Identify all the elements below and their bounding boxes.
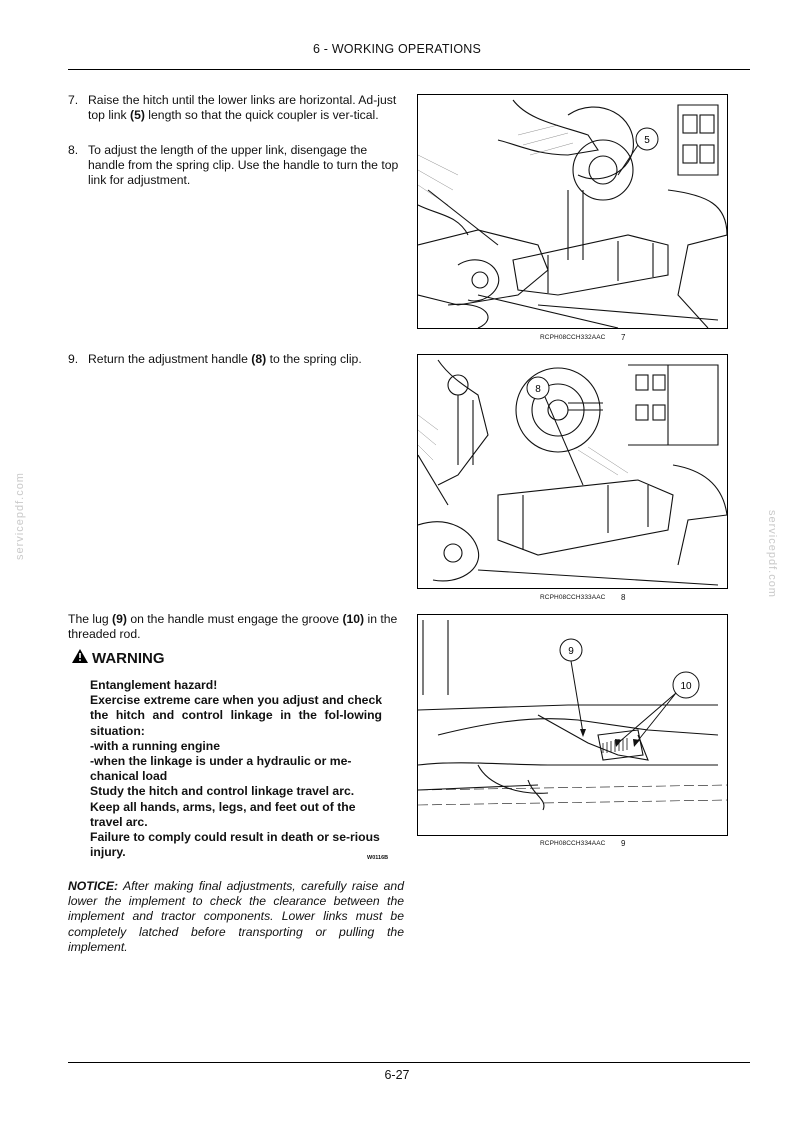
figure-7-drawing (418, 95, 727, 328)
figure-7-number: 7 (621, 333, 626, 342)
warning-title: WARNING (92, 649, 165, 667)
callout-9-label: 9 (568, 646, 574, 657)
text-part: The lug (68, 612, 113, 626)
callout-ref-10: (10) (342, 612, 365, 626)
callout-8-label: 8 (535, 384, 541, 395)
step-text-part: length so that the quick coupler is ver-tical. (144, 108, 379, 122)
figure-8-drawing (418, 355, 727, 588)
step-text: To adjust the length of the upper link, disengage the handle from the spring clip. Use the handle to turn the top link for adjustment. (88, 143, 399, 187)
figure-9-drawing (418, 615, 727, 835)
callout-ref-8: (8) (251, 352, 267, 366)
header-rule (68, 69, 750, 70)
notice-label: NOTICE: (68, 879, 119, 893)
step-7 (68, 93, 402, 123)
warning-heading (72, 649, 165, 667)
warning-line: Failure to comply could result in death or se-rious injury. (90, 830, 380, 860)
callout-5-label: 5 (644, 135, 650, 146)
notice-paragraph (68, 879, 404, 955)
footer-rule (68, 1062, 750, 1063)
figure-9-illustration (417, 614, 728, 836)
step-text (88, 93, 402, 123)
step-text (88, 352, 402, 367)
callout-ref-9: (9) (112, 612, 127, 626)
figure-7-illustration (417, 94, 728, 329)
step-number: 8. (68, 143, 79, 157)
step-number: 9. (68, 352, 79, 366)
warning-line: Exercise extreme care when you adjust and check the hitch and control linkage in the fol-lowing situation: (90, 693, 382, 738)
figure-8-number: 8 (621, 593, 626, 602)
figure-8-illustration (417, 354, 728, 589)
step-text-part: to the spring clip. (266, 352, 362, 366)
page-number: 6-27 (384, 1068, 410, 1082)
warning-code: W0116B (367, 855, 389, 861)
warning-body (90, 678, 382, 860)
figure-9-code: RCPH08CCH334AAC (540, 840, 606, 847)
callout-10-label: 10 (680, 681, 692, 692)
step-text-part: Return the adjustment handle (88, 352, 252, 366)
lug-instruction (68, 612, 404, 642)
watermark-left: servicepdf.com (14, 472, 26, 560)
step-9 (68, 352, 402, 367)
step-8 (68, 143, 402, 188)
step-text-part: Raise the hitch until the lower links are horizontal. Ad-just top link (88, 93, 397, 122)
warning-line: Entanglement hazard! (90, 678, 218, 692)
warning-triangle-icon (72, 649, 88, 667)
notice-text: After making final adjustments, carefully raise and lower the implement to check the clearance between the implement and tractor components. Lower links must be completely latched before transporting or pulling the implement. (68, 879, 404, 954)
figure-7-code: RCPH08CCH332AAC (540, 334, 606, 341)
figure-8-code: RCPH08CCH333AAC (540, 594, 606, 601)
text-part: on the handle must engage the groove (126, 612, 343, 626)
figure-9-number: 9 (621, 839, 626, 848)
warning-line: -when the linkage is under a hydraulic or me-chanical load (90, 754, 352, 784)
warning-line: -with a running engine (90, 738, 220, 753)
page-header-title: 6 - WORKING OPERATIONS (312, 42, 482, 56)
step-number: 7. (68, 93, 79, 107)
watermark-right: servicepdf.com (766, 510, 778, 598)
callout-ref-5: (5) (130, 108, 145, 122)
text-part: in the threaded rod. (68, 612, 398, 641)
warning-line: Study the hitch and control linkage travel arc. Keep all hands, arms, legs, and feet out of the travel arc. (90, 784, 356, 829)
